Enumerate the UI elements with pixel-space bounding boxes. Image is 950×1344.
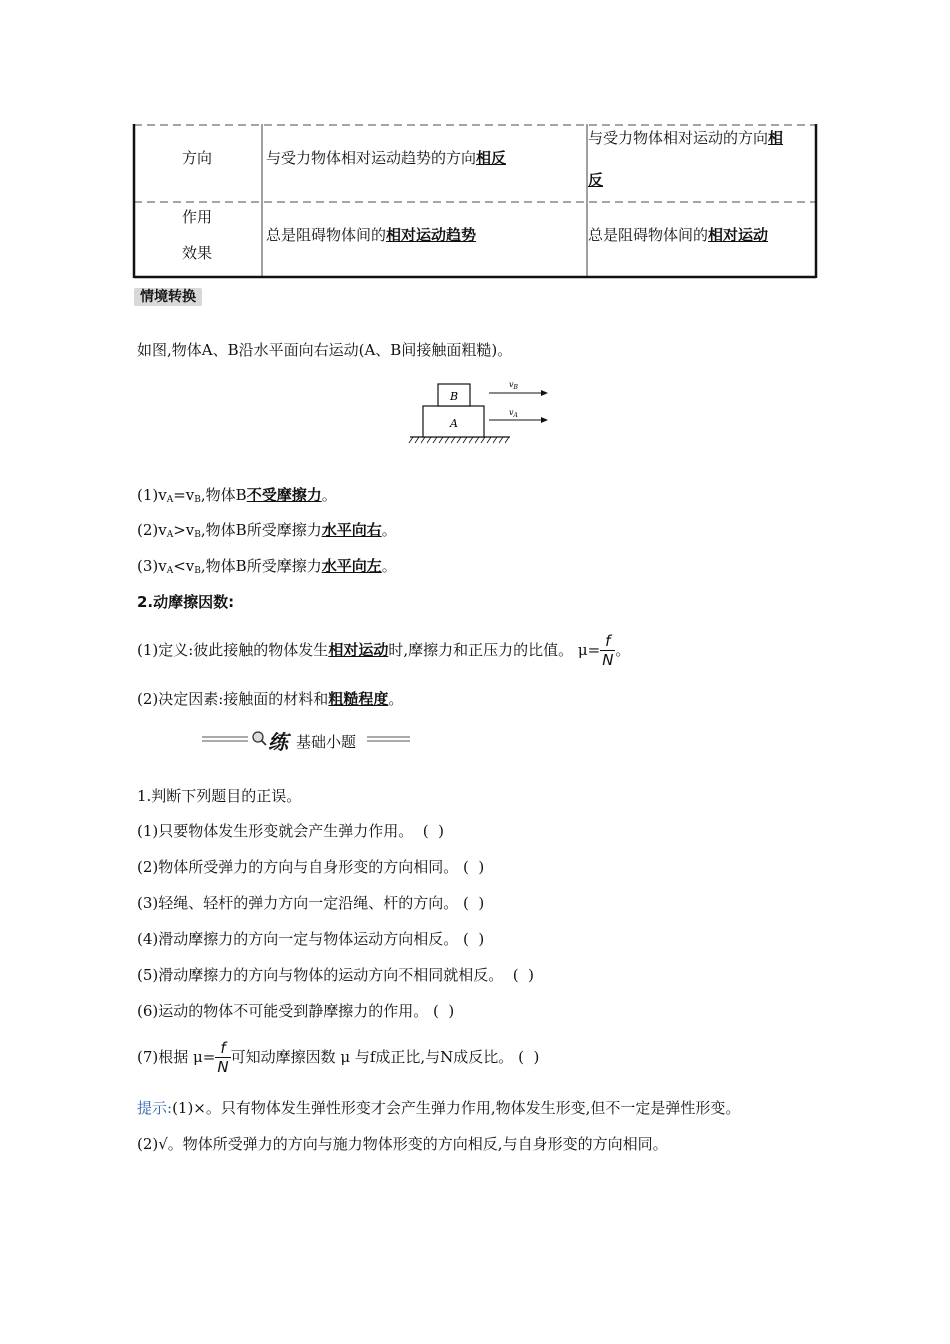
question-item-6: (6)运动的物体不可能受到静摩擦力的作用。 ( ) bbox=[137, 1002, 455, 1020]
definition-text: (1)定义:彼此接触的物体发生 bbox=[137, 641, 329, 659]
kinetic-direction-key-1: 相 bbox=[768, 129, 784, 147]
kinetic-definition bbox=[137, 628, 630, 672]
kinetic-direction-key-2: 反 bbox=[588, 171, 604, 189]
case-1 bbox=[137, 485, 337, 510]
case-1-key: 不受摩擦力 bbox=[246, 486, 322, 504]
kinetic-heading: 2.动摩擦因数: bbox=[137, 593, 235, 611]
case-2-sub-a: A bbox=[166, 530, 174, 540]
case-1-end: 。 bbox=[321, 486, 337, 504]
case-2 bbox=[137, 520, 397, 545]
static-direction-key: 相反 bbox=[476, 149, 507, 167]
case-2-end: 。 bbox=[381, 521, 397, 539]
question-item-7 bbox=[137, 1034, 539, 1080]
question-item-4: (4)滑动摩擦力的方向一定与物体运动方向相反。 ( ) bbox=[137, 930, 485, 948]
svg-text:vB: $v_B$ bbox=[509, 380, 518, 391]
case-2-mid: >v bbox=[173, 521, 195, 539]
case-2-prefix: (2)v bbox=[137, 521, 167, 539]
definition-key: 相对运动 bbox=[328, 641, 389, 659]
scenario-intro: 如图,物体A、B沿水平面向右运动(A、B间接触面粗糙)。 bbox=[137, 341, 513, 359]
item-7-prefix: (7)根据 μ= bbox=[137, 1048, 216, 1066]
case-3 bbox=[137, 556, 397, 581]
question-item-5: (5)滑动摩擦力的方向与物体的运动方向不相同就相反。 ( ) bbox=[137, 966, 535, 984]
item-7-fraction bbox=[215, 1039, 230, 1076]
row-effect-label-1: 作用 bbox=[182, 208, 213, 226]
definition-formula-prefix: 时,摩擦力和正压力的比值。 μ= bbox=[388, 641, 601, 659]
definition-end: 。 bbox=[615, 641, 631, 659]
question-1: 1.判断下列题目的正误。 bbox=[137, 787, 302, 805]
row-effect-kinetic bbox=[588, 225, 768, 245]
case-3-mid: <v bbox=[173, 557, 195, 575]
row-direction-kinetic bbox=[588, 128, 783, 148]
case-1-sub-a: A bbox=[166, 495, 174, 505]
case-1-prefix: (1)v bbox=[137, 486, 167, 504]
case-2-sub-b: B bbox=[194, 530, 201, 540]
mu-fraction bbox=[600, 632, 615, 669]
static-effect-text: 总是阻碍物体间的 bbox=[266, 226, 387, 244]
banner-text: 基础小题 bbox=[296, 733, 357, 751]
scenario-tag bbox=[134, 286, 202, 306]
hint-1-text: (1)×。只有物体发生弹性形变才会产生弹力作用,物体发生形变,但不一定是弹性形变。 bbox=[172, 1099, 741, 1117]
case-1-text: ,物体B bbox=[200, 486, 247, 504]
fraction-denominator: N bbox=[602, 650, 614, 669]
static-direction-text: 与受力物体相对运动趋势的方向 bbox=[266, 149, 477, 167]
kinetic-direction-text: 与受力物体相对运动的方向 bbox=[588, 129, 769, 147]
case-3-prefix: (3)v bbox=[137, 557, 167, 575]
scenario-tag-label: 情境转换 bbox=[134, 288, 202, 306]
blocks-figure bbox=[405, 375, 565, 445]
hint-label: 提示: bbox=[137, 1099, 173, 1117]
factors-text: (2)决定因素:接触面的材料和 bbox=[137, 690, 329, 708]
fraction-numerator: f bbox=[600, 632, 615, 651]
case-3-end: 。 bbox=[381, 557, 397, 575]
question-item-3: (3)轻绳、轻杆的弹力方向一定沿绳、杆的方向。 ( ) bbox=[137, 894, 485, 912]
case-1-sub-b: B bbox=[194, 495, 201, 505]
block-b-label: B bbox=[450, 390, 459, 403]
item-7-numerator: f bbox=[215, 1039, 230, 1058]
row-effect-static bbox=[266, 225, 476, 245]
factors-key: 粗糙程度 bbox=[328, 690, 389, 708]
question-item-2: (2)物体所受弹力的方向与自身形变的方向相同。 ( ) bbox=[137, 858, 485, 876]
item-7-denominator: N bbox=[217, 1057, 229, 1076]
case-3-text: ,物体B所受摩擦力 bbox=[200, 557, 322, 575]
case-3-sub-a: A bbox=[166, 566, 174, 576]
case-2-text: ,物体B所受摩擦力 bbox=[200, 521, 322, 539]
case-1-mid: =v bbox=[173, 486, 195, 504]
question-item-1: (1)只要物体发生形变就会产生弹力作用。 ( ) bbox=[137, 822, 445, 840]
static-effect-key: 相对运动趋势 bbox=[386, 226, 477, 244]
case-2-key: 水平向右 bbox=[321, 521, 382, 539]
row-effect-label-2: 效果 bbox=[182, 244, 213, 262]
row-direction-kinetic-wrap bbox=[588, 170, 603, 190]
table-borders bbox=[0, 0, 950, 290]
item-7-suffix: 可知动摩擦因数 μ 与f成正比,与N成反比。 ( ) bbox=[230, 1048, 540, 1066]
banner-glyph: 练 bbox=[268, 730, 288, 754]
practice-banner bbox=[200, 726, 412, 754]
row-direction-static bbox=[266, 148, 506, 168]
svg-text:vA: $v_A$ bbox=[509, 408, 518, 419]
hint-2: (2)√。物体所受弹力的方向与施力物体形变的方向相反,与自身形变的方向相同。 bbox=[137, 1135, 668, 1153]
case-3-sub-b: B bbox=[194, 566, 201, 576]
block-a-label: A bbox=[450, 417, 458, 430]
kinetic-effect-key: 相对运动 bbox=[708, 226, 769, 244]
kinetic-factors bbox=[137, 689, 403, 709]
case-3-key: 水平向左 bbox=[321, 557, 382, 575]
factors-end: 。 bbox=[388, 690, 404, 708]
row-direction-label: 方向 bbox=[182, 149, 213, 167]
kinetic-effect-text: 总是阻碍物体间的 bbox=[588, 226, 709, 244]
hint-1 bbox=[137, 1098, 740, 1118]
